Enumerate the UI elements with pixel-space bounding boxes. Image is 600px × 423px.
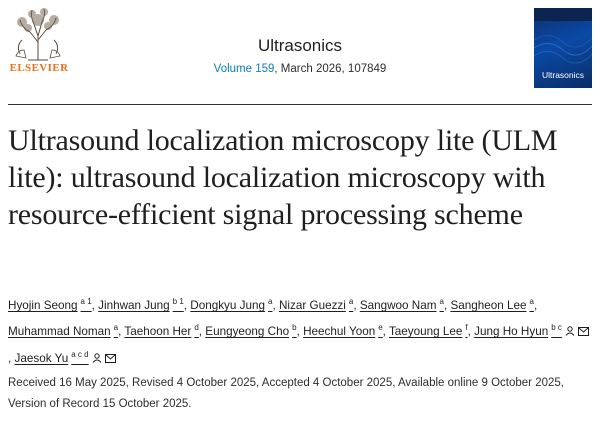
author-name: Dongkyu Jung <box>190 299 265 312</box>
affiliation-marker: a c d <box>71 350 89 359</box>
journal-issue-line <box>150 63 450 75</box>
affiliation-marker: d <box>194 323 199 332</box>
author-name: Jinhwan Jung <box>98 299 170 312</box>
author-separator: , <box>296 325 304 338</box>
cover-title: Ultrasonics <box>541 70 585 80</box>
author-link[interactable] <box>360 299 444 312</box>
author-name: Hyojin Seong <box>8 299 78 312</box>
author-separator: , <box>272 299 279 312</box>
author-name: Sangwoo Nam <box>359 299 437 312</box>
author-separator: , <box>443 299 451 312</box>
author-link[interactable] <box>8 299 92 312</box>
header-divider <box>8 104 592 105</box>
mail-icon <box>578 322 589 344</box>
author-list <box>8 291 592 371</box>
author-link[interactable] <box>15 352 116 365</box>
author-link[interactable] <box>205 325 296 338</box>
author-separator: , <box>382 325 389 338</box>
author-name: Muhammad Noman <box>8 325 111 338</box>
volume-link[interactable]: Volume 159 <box>213 63 275 75</box>
author-separator: , <box>467 325 475 338</box>
affiliation-marker: b 1 <box>172 297 184 306</box>
author-separator: , <box>198 325 206 338</box>
journal-info <box>150 36 450 75</box>
author-separator: , <box>183 299 191 312</box>
mail-icon <box>105 349 116 371</box>
author-link[interactable] <box>450 299 534 312</box>
author-link[interactable] <box>474 325 589 338</box>
elsevier-wordmark: ELSEVIER <box>9 62 69 74</box>
affiliation-marker: a 1 <box>80 297 92 306</box>
affiliation-marker: a <box>439 297 444 306</box>
author-link[interactable] <box>98 299 184 312</box>
journal-name[interactable]: Ultrasonics <box>257 36 343 55</box>
article-header <box>0 0 600 104</box>
person-icon <box>92 349 102 371</box>
author-name: Nizar Guezzi <box>278 299 346 312</box>
affiliation-marker: a <box>529 297 534 306</box>
elsevier-logo[interactable] <box>8 6 68 82</box>
affiliation-marker: e <box>378 323 383 332</box>
author-link[interactable] <box>279 299 353 312</box>
issue-details: , March 2026, 107849 <box>274 63 387 75</box>
affiliation-marker: f <box>465 323 468 332</box>
affiliation-marker: b <box>292 323 297 332</box>
author-link[interactable] <box>124 325 198 338</box>
author-name: Sangheon Lee <box>450 299 527 312</box>
author-separator: , <box>533 299 538 312</box>
author-name: Taeyoung Lee <box>388 325 463 338</box>
author-link[interactable] <box>8 325 118 338</box>
journal-cover[interactable] <box>534 8 592 88</box>
author-name: Jung Ho Hyun <box>474 325 549 338</box>
affiliation-marker: b c <box>551 323 562 332</box>
author-link[interactable] <box>389 325 468 338</box>
author-link[interactable] <box>190 299 272 312</box>
affiliation-marker: a <box>268 297 273 306</box>
article-dates: Received 16 May 2025, Revised 4 October 2025, Accepted 4 October 2025, Available online 9 October 2025, Version of Record 15 October 2025. <box>8 377 564 410</box>
author-name: Heechul Yoon <box>303 325 376 338</box>
author-link[interactable] <box>303 325 383 338</box>
author-separator: , <box>118 325 125 338</box>
article-title: Ultrasound localization microscopy lite (ULM lite): ultrasound localization microscopy with resource-efficient signal processing scheme <box>8 124 558 231</box>
author-separator: , <box>353 299 360 312</box>
affiliation-marker: a <box>348 297 354 306</box>
author-name: Jaesok Yu <box>14 352 69 365</box>
author-separator: , <box>91 299 99 312</box>
person-icon <box>565 322 575 344</box>
tree-icon <box>8 6 68 62</box>
author-name: Eungyeong Cho <box>205 325 290 338</box>
author-name: Taehoon Her <box>124 325 192 338</box>
author-separator: , <box>8 352 15 365</box>
affiliation-marker: a <box>113 323 119 332</box>
